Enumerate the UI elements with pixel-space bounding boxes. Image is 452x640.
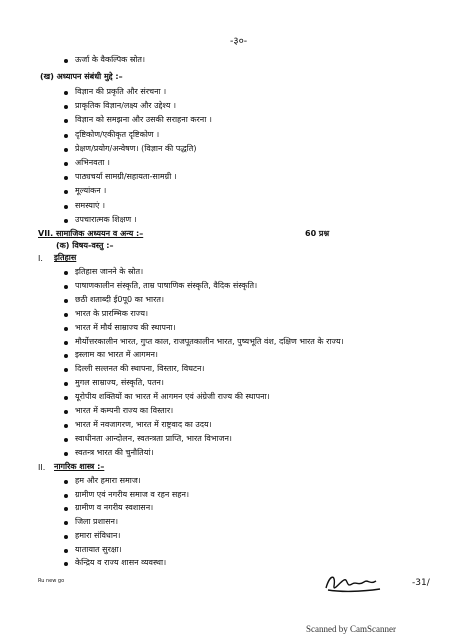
list-item: इस्लाम का भारत में आगमन। xyxy=(75,350,158,360)
subsection-heading: (क) विषय-वस्तु :– xyxy=(56,241,114,250)
bullet-icon xyxy=(64,549,68,553)
bullet-icon xyxy=(64,219,68,223)
list-item: दृष्टिकोण/एकीकृत दृष्टिकोण । xyxy=(75,129,160,139)
list-item: स्वाधीनता आन्दोलन, स्वतन्त्रता प्राप्ति, भारत विभाजन। xyxy=(75,433,232,443)
list-item: भारत में कम्पनी राज्य का विस्तार। xyxy=(75,406,174,415)
list-item: विज्ञान की प्रकृति और संरचना । xyxy=(75,87,167,96)
bullet-icon xyxy=(64,205,68,209)
list-item: इतिहास जानने के स्रोत। xyxy=(75,267,144,276)
bullet-icon xyxy=(64,327,68,331)
watermark: Scanned by CamScanner xyxy=(306,624,396,634)
list-item: ग्रामीण एवं नगरीय समाज व रहन सहन। xyxy=(75,489,190,499)
signature xyxy=(320,568,400,598)
list-item: पाषाणकालीन संस्कृति, ताम्र पाषाणिक संस्कृति, वैदिक संस्कृति। xyxy=(75,280,258,290)
bullet-icon xyxy=(64,535,68,539)
bullet-icon xyxy=(64,410,68,414)
bullet-icon xyxy=(64,59,68,63)
list-item: पाठ्यचर्या सामग्री/सहायता-सामग्री । xyxy=(75,172,177,182)
list-item: मौर्योत्तरकालीन भारत, गुप्त काल, राजपूतकालीन भारत, पुष्यभूति वंश, दक्षिण भारत के राज्य। xyxy=(75,336,344,346)
list-item: दिल्ली सल्तनत की स्थापना, विस्तार, विघटन। xyxy=(75,364,205,374)
list-item: भारत के प्रारम्भिक राज्य। xyxy=(75,308,149,318)
list-item: स्वतन्त्र भारत की चुनौतियां। xyxy=(75,447,154,457)
bullet-icon xyxy=(64,176,68,180)
list-item: हम और हमारा समाज। xyxy=(75,476,141,485)
list-item: उपचारात्मक शिक्षण । xyxy=(75,214,137,224)
bullet-icon xyxy=(64,494,68,498)
bullet-icon xyxy=(64,562,68,566)
list-item: मूल्यांकन । xyxy=(75,186,107,196)
list-item: भारत में नवजागरण, भारत में राष्ट्रवाद का उदय। xyxy=(75,419,212,429)
page-number: -३०- xyxy=(230,36,248,47)
topic-heading: इतिहास xyxy=(54,253,77,262)
list-item: ग्रामीण व नगरीय स्वशासन। xyxy=(75,503,154,513)
bullet-icon xyxy=(64,148,68,152)
bullet-icon xyxy=(64,424,68,428)
list-item: यातायात सुरक्षा। xyxy=(75,544,122,554)
list-item: जिला प्रशासन। xyxy=(75,517,118,527)
list-item: मुगल साम्राज्य, संस्कृति, पतन। xyxy=(75,378,164,388)
section-title: VII. सामाजिक अध्ययन व अन्य :– xyxy=(38,229,144,238)
bullet-icon xyxy=(64,396,68,400)
list-item: हमारा संविधान। xyxy=(75,530,121,540)
list-item: यूरोपीय शक्तियों का भारत में आगमन एवं अंग्रेजी राज्य की स्थापना। xyxy=(75,392,270,402)
bullet-icon xyxy=(64,105,68,109)
list-item: केन्द्रिय व राज्य शासन व्यवस्था। xyxy=(75,558,167,568)
roman-numeral: I. xyxy=(38,254,43,263)
bullet-icon xyxy=(64,271,68,275)
bullet-icon xyxy=(64,507,68,511)
bullet-icon xyxy=(64,452,68,456)
bullet-icon xyxy=(64,91,68,95)
list-item: भारत में मौर्य साम्राज्य की स्थापना। xyxy=(75,322,176,332)
footer-note: Ru new go xyxy=(38,578,65,584)
list-item: प्राकृतिक विज्ञान/लक्ष्य और उद्देश्य । xyxy=(75,101,176,111)
bullet-icon xyxy=(64,134,68,138)
bullet-icon xyxy=(64,480,68,484)
bullet-icon xyxy=(64,162,68,166)
bullet-icon xyxy=(64,313,68,317)
question-count: 60 प्रश्न xyxy=(305,229,330,238)
page-mark: -31/ xyxy=(412,578,430,588)
bullet-icon xyxy=(64,341,68,345)
list-item: ऊर्जा के वैकल्पिक स्रोत। xyxy=(75,55,145,64)
bullet-icon xyxy=(64,521,68,525)
bullet-icon xyxy=(64,119,68,123)
list-item: समस्याएं । xyxy=(75,200,106,210)
bullet-icon xyxy=(64,299,68,303)
bullet-icon xyxy=(64,368,68,372)
list-item: प्रेक्षण/प्रयोग/अन्वेषण। (विज्ञान की पद्धति) xyxy=(75,143,197,153)
section-heading: (ख) अध्यापन संबंधी मुद्दे :– xyxy=(40,72,123,81)
bullet-icon xyxy=(64,354,68,358)
topic-heading: नागरिक शास्त्र :– xyxy=(54,462,105,471)
roman-numeral: II. xyxy=(38,463,46,472)
list-item: विज्ञान को समझना और उसकी सराहना करना । xyxy=(75,115,212,125)
bullet-icon xyxy=(64,190,68,194)
list-item: छठी शताब्दी ई0पू0 का भारत। xyxy=(75,294,164,304)
bullet-icon xyxy=(64,382,68,386)
bullet-icon xyxy=(64,285,68,289)
bullet-icon xyxy=(64,438,68,442)
list-item: अभिनवता । xyxy=(75,158,110,167)
